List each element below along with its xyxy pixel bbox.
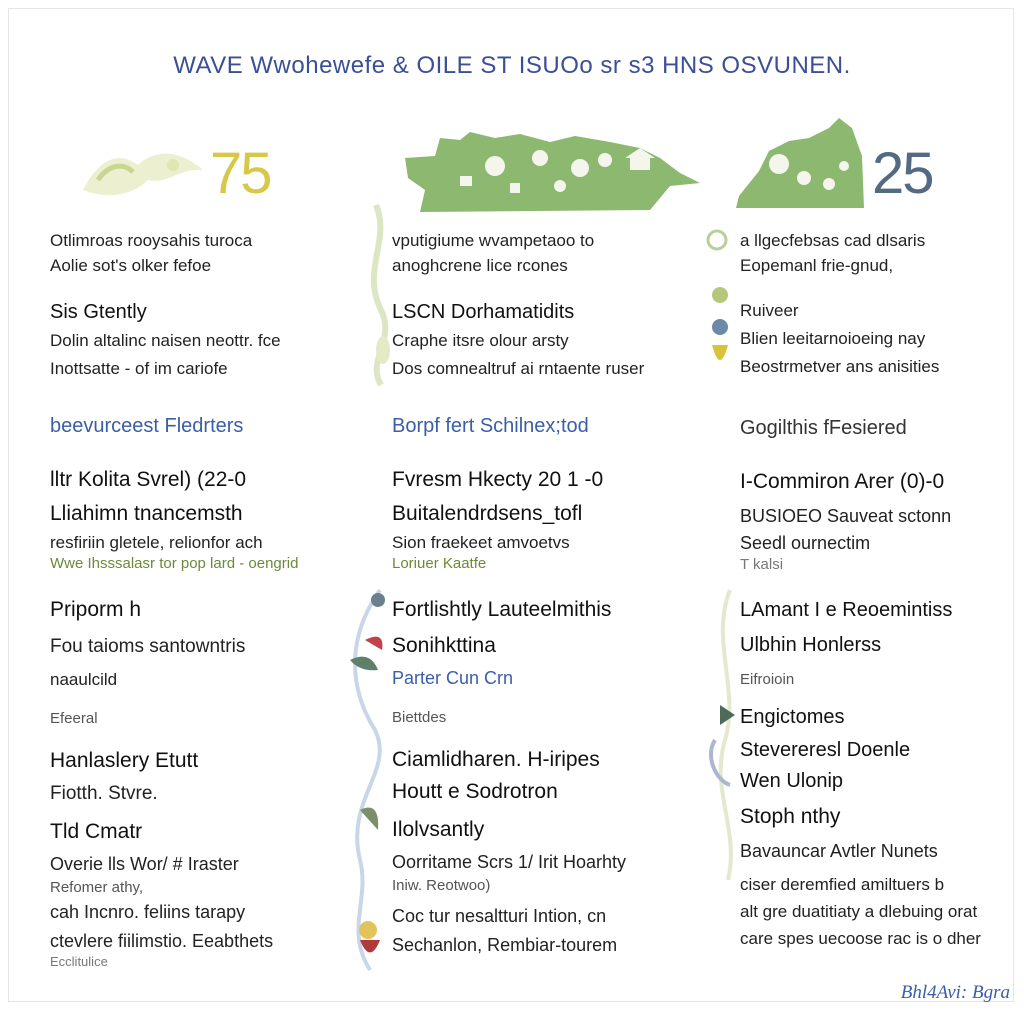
intro-line: Eopemanl frie-gnud, [740, 256, 894, 275]
section-title: Borpf fert Schilnex;tod [392, 415, 589, 437]
stat-number-left: 75 [210, 141, 271, 206]
group-line: Iniw. Reotwoo) [392, 877, 491, 894]
group-link[interactable]: Parter Cun Crn [392, 668, 514, 688]
section-title: Gogilthis fFesiered [740, 417, 907, 439]
subsection-line: Ruiveer [740, 301, 799, 320]
group-line: Bavauncar Avtler Nunets [740, 841, 938, 861]
subsection-line: Dos comnealtruf ai rntaente ruser [392, 359, 645, 378]
group-title: Ciamlidharen. H-iripes [392, 748, 600, 771]
intro-line: vputigiume wvampetaoo to [392, 231, 595, 250]
subsection-line: Beostrmetver ans anisities [740, 357, 940, 376]
group-title: Hanlaslery Etutt [50, 749, 199, 772]
group-tag: Eifroioin [740, 671, 795, 688]
intro-line: anoghcrene lice rcones [392, 256, 568, 275]
subsection-line: Inottsatte - of im cariofe [50, 359, 228, 378]
item-subtitle: Lliahimn tnancemsth [50, 502, 243, 525]
group-subtitle: Sonihkttina [392, 634, 496, 657]
item-subtitle: Buitalendrdsens_tofl [392, 502, 583, 525]
group-title: Priporm h [50, 598, 142, 621]
column-center [392, 228, 692, 958]
item-title: lltr Kolita Svrel) (22-0 [50, 468, 247, 491]
column-left [50, 228, 350, 969]
stat-number-right: 25 [872, 141, 933, 206]
item-title: I-Commiron Arer (0)-0 [740, 470, 945, 493]
item-line: resfiriin gletele, relionfor ach [50, 533, 263, 552]
group-title: Tld Cmatr [50, 820, 143, 843]
group-line: Overie lls Wor/ # Iraster [50, 854, 239, 874]
group-line: cah Incnro. feliins tarapy [50, 902, 246, 922]
group-line: naaulcild [50, 670, 118, 689]
item-line: Loriuer Kaatfe [392, 555, 487, 572]
group-line: Coc tur nesaltturi Intion, cn [392, 906, 607, 926]
group-subtitle: Fiotth. Stvre. [50, 783, 158, 804]
group-line: ciser deremfied amiltuers b [740, 875, 945, 894]
group-title: Fortlishtly Lauteelmithis [392, 598, 612, 621]
signature: Bhl4Avi: Bgra [900, 982, 1010, 1003]
subsection-heading: LSCN Dorhamatidits [392, 301, 575, 323]
group-subtitle: Stevereresl Doenle [740, 739, 911, 761]
group-title: Ilolvsantly [392, 818, 485, 841]
hero-illustration-left [78, 140, 208, 205]
group-tag: Biettdes [392, 709, 447, 726]
vine-decoration-upper-left [356, 200, 396, 395]
item-line: T kalsi [740, 556, 784, 573]
intro-line: Otlimroas rooysahis turoca [50, 231, 253, 250]
group-line: care spes uecoose rac is o dher [740, 929, 981, 948]
item-line: Seedl ournectim [740, 533, 871, 553]
item-line: Sion fraekeet amvoetvs [392, 533, 570, 552]
group-subtitle: Ulbhin Honlerss [740, 634, 882, 656]
page-title: WAVE Wwohewefe & OILE ST ISUOo sr s3 HNS OSVUNEN. [173, 52, 851, 79]
group-tag: Efeeral [50, 710, 98, 727]
subsection-heading: Sis Gtently [50, 301, 147, 323]
group-title: LAmant I e Reoemintiss [740, 599, 953, 621]
column-right [740, 228, 1024, 951]
subsection-line: Craphe itsre olour arsty [392, 331, 569, 350]
subsection-line: Blien leeitarnoioeing nay [740, 329, 926, 348]
intro-line: a llgecfebsas cad dlsaris [740, 231, 926, 250]
group-line: Refomer athy, [50, 879, 144, 896]
vine-decoration-upper-right [702, 205, 742, 385]
item-title: Fvresm Hkecty 20 1 -0 [392, 468, 604, 491]
hero-illustration-center [400, 128, 710, 216]
group-line: Fou taioms santowntris [50, 636, 246, 657]
group-title: Stoph nthy [740, 805, 841, 828]
group-line: Oorritame Scrs 1/ Irit Hoarhty [392, 852, 627, 872]
group-line: alt gre duatitiaty a dlebuing orat [740, 902, 978, 921]
group-title: Engictomes [740, 706, 845, 728]
section-title: beevurceest Fledrters [50, 415, 244, 437]
subsection-line: Dolin altalinc naisen neottr. fce [50, 331, 281, 350]
group-subtitle: Wen Ulonip [740, 770, 844, 792]
intro-line: Aolie sot's olker fefoe [50, 256, 212, 275]
group-line: Sechanlon, Rembiar-tourem [392, 935, 618, 955]
group-line: Ecclitulice [50, 954, 108, 969]
item-subtitle: BUSIOEO Sauveat sctonn [740, 506, 952, 526]
group-line: ctevlere fiilimstio. Eeabthets [50, 931, 274, 951]
group-subtitle: Houtt e Sodrotron [392, 780, 558, 803]
item-line: Wwe Ihsssalasr tor pop lard - oengrid [50, 555, 299, 572]
hero-illustration-right [734, 116, 874, 212]
